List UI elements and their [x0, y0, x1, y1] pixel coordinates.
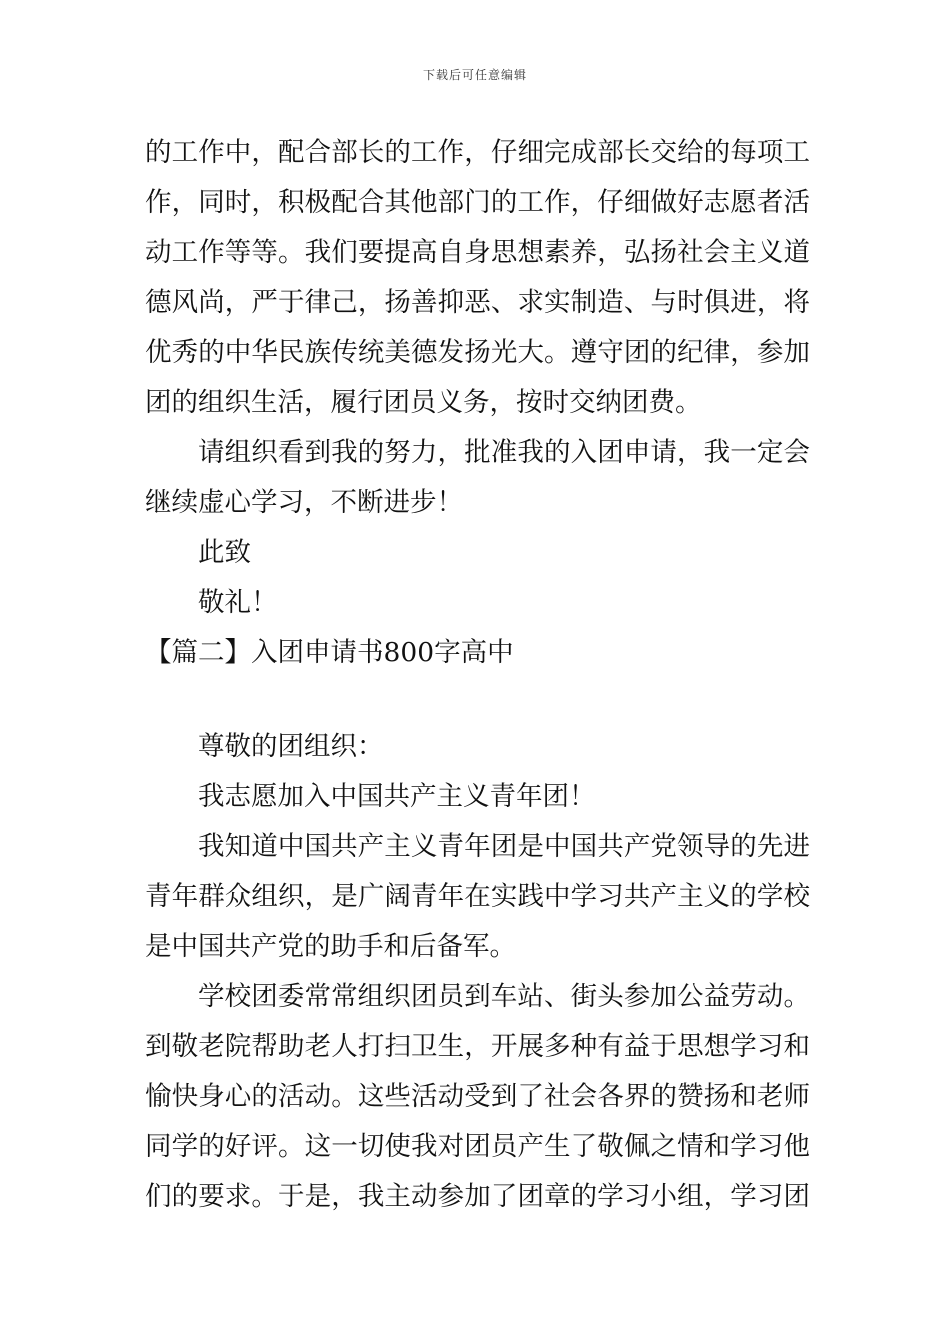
paragraph-line: 们的要求。于是，我主动参加了团章的学习小组，学习团 — [145, 1181, 810, 1212]
paragraph-line: 我志愿加入中国共产主义青年团！ — [198, 781, 596, 812]
closing-line: 敬礼！ — [198, 587, 278, 618]
paragraph-line: 作，同时，积极配合其他部门的工作，仔细做好志愿者活 — [145, 187, 810, 218]
section-heading: 【篇二】入团申请书800字高中 — [145, 637, 514, 668]
paragraph-line: 的工作中，配合部长的工作，仔细完成部长交给的每项工 — [145, 137, 810, 168]
paragraph-line: 是中国共产党的助手和后备军。 — [145, 931, 516, 962]
paragraph-line: 青年群众组织，是广阔青年在实践中学习共产主义的学校 — [145, 881, 810, 912]
paragraph-line: 团的组织生活，履行团员义务，按时交纳团费。 — [145, 387, 702, 418]
page-header-note: 下载后可任意编辑 — [422, 68, 527, 82]
paragraph-line: 我知道中国共产主义青年团是中国共产党领导的先进 — [198, 831, 810, 862]
paragraph-line: 动工作等等。我们要提高自身思想素养，弘扬社会主义道 — [145, 237, 810, 268]
paragraph-line: 到敬老院帮助老人打扫卫生，开展多种有益于思想学习和 — [145, 1031, 810, 1062]
paragraph-line: 学校团委常常组织团员到车站、街头参加公益劳动。 — [198, 981, 810, 1012]
paragraph-line: 同学的好评。这一切使我对团员产生了敬佩之情和学习他 — [145, 1131, 810, 1162]
closing-line: 此致 — [198, 537, 251, 568]
paragraph-line: 德风尚，严于律己，扬善抑恶、求实制造、与时俱进，将 — [145, 287, 810, 318]
blank-gap — [145, 678, 810, 722]
paragraph-line: 愉快身心的活动。这些活动受到了社会各界的赞扬和老师 — [145, 1081, 810, 1112]
document-body — [145, 128, 810, 1222]
salutation: 尊敬的团组织： — [198, 731, 384, 762]
paragraph-line: 优秀的中华民族传统美德发扬光大。遵守团的纪律，参加 — [145, 337, 810, 368]
paragraph-line: 继续虚心学习，不断进步！ — [145, 487, 463, 518]
paragraph-line: 请组织看到我的努力，批准我的入团申请，我一定会 — [198, 437, 810, 468]
